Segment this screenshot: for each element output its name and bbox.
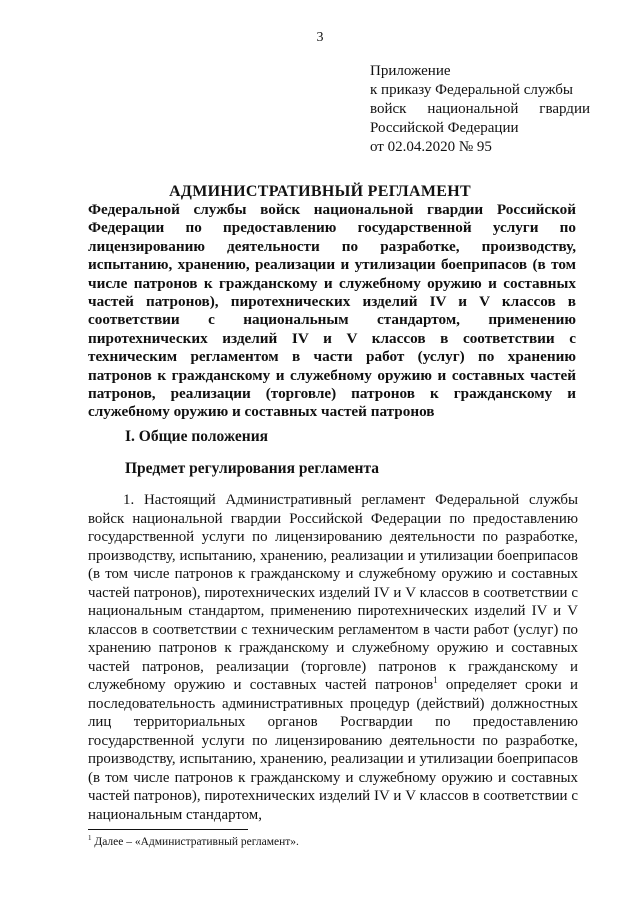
appendix-line: войск национальной гвардии [370,101,590,117]
appendix-block [370,62,590,157]
footnote [88,834,299,848]
paragraph-1 [88,491,578,824]
page-number: 3 [316,30,324,45]
footnote-reference: 1 [433,675,438,686]
document-subject: Федеральной службы войск национальной гвардии Российской Федерации по предоставлению государственной услуги по лицензированию деятельности по разработке, производству, испытанию, хранению, реализации и утилизации боеприпасов (в том числе патронов к гражданскому и служебному оружию и составных частей патронов), пиротехнических изделий IV и V классов в соответствии с национальным стандартом, применению пиротехнических изделий IV и V классов в соответствии с техническим регламентом в части работ (услуг) по хранению патронов к гражданскому и служебному оружию и составных частей патронов, реализации (торговле) патронов к гражданскому и служебному оружию и составных частей патронов [88,201,576,421]
footnote-mark: 1 [88,834,92,842]
paragraph-1-text-part1: 1. Настоящий Административный регламент Федеральной службы войск национальной гвардии Российской Федерации по предоставлению государственной услуги по лицензированию деятельности по разработке, производству, испытанию, хранению, реализации и утилизации боеприпасов (в том числе патронов к гражданскому и служебному оружию и составных частей патронов), пиротехнических изделий IV и V классов в соответствии с национальным стандартом, применению пиротехнических изделий IV и V классов в соответствии с техническим регламентом в части работ (услуг) по хранению патронов к гражданскому и служебному оружию и составных частей патронов, реализации (торговле) патронов к гражданскому и служебному оружию и составных частей патронов [88,492,578,693]
paragraph-1-text-part2: определяет сроки и последовательность административных процедур (действий) должностных лиц территориальных органов Росгвардии по предоставлению государственной услуги по лицензированию деятельности по разработке, производству, испытанию, хранению, реализации и утилизации боеприпасов (в том числе патронов к гражданскому и служебному оружию и составных частей патронов), пиротехнических изделий IV и V классов в соответствии с национальным стандартом, [88,677,579,823]
footnote-text: Далее – «Административный регламент». [91,835,299,848]
footnote-divider [88,829,248,830]
appendix-line: Приложение [370,63,451,79]
document-title: АДМИНИСТРАТИВНЫЙ РЕГЛАМЕНТ [169,183,471,200]
subsection-heading: Предмет регулирования регламента [125,460,379,477]
appendix-line: к приказу Федеральной службы [370,82,574,98]
appendix-line: Российской Федерации [370,120,519,136]
appendix-line: от 02.04.2020 № 95 [370,139,492,155]
section-heading: I. Общие положения [125,428,269,445]
